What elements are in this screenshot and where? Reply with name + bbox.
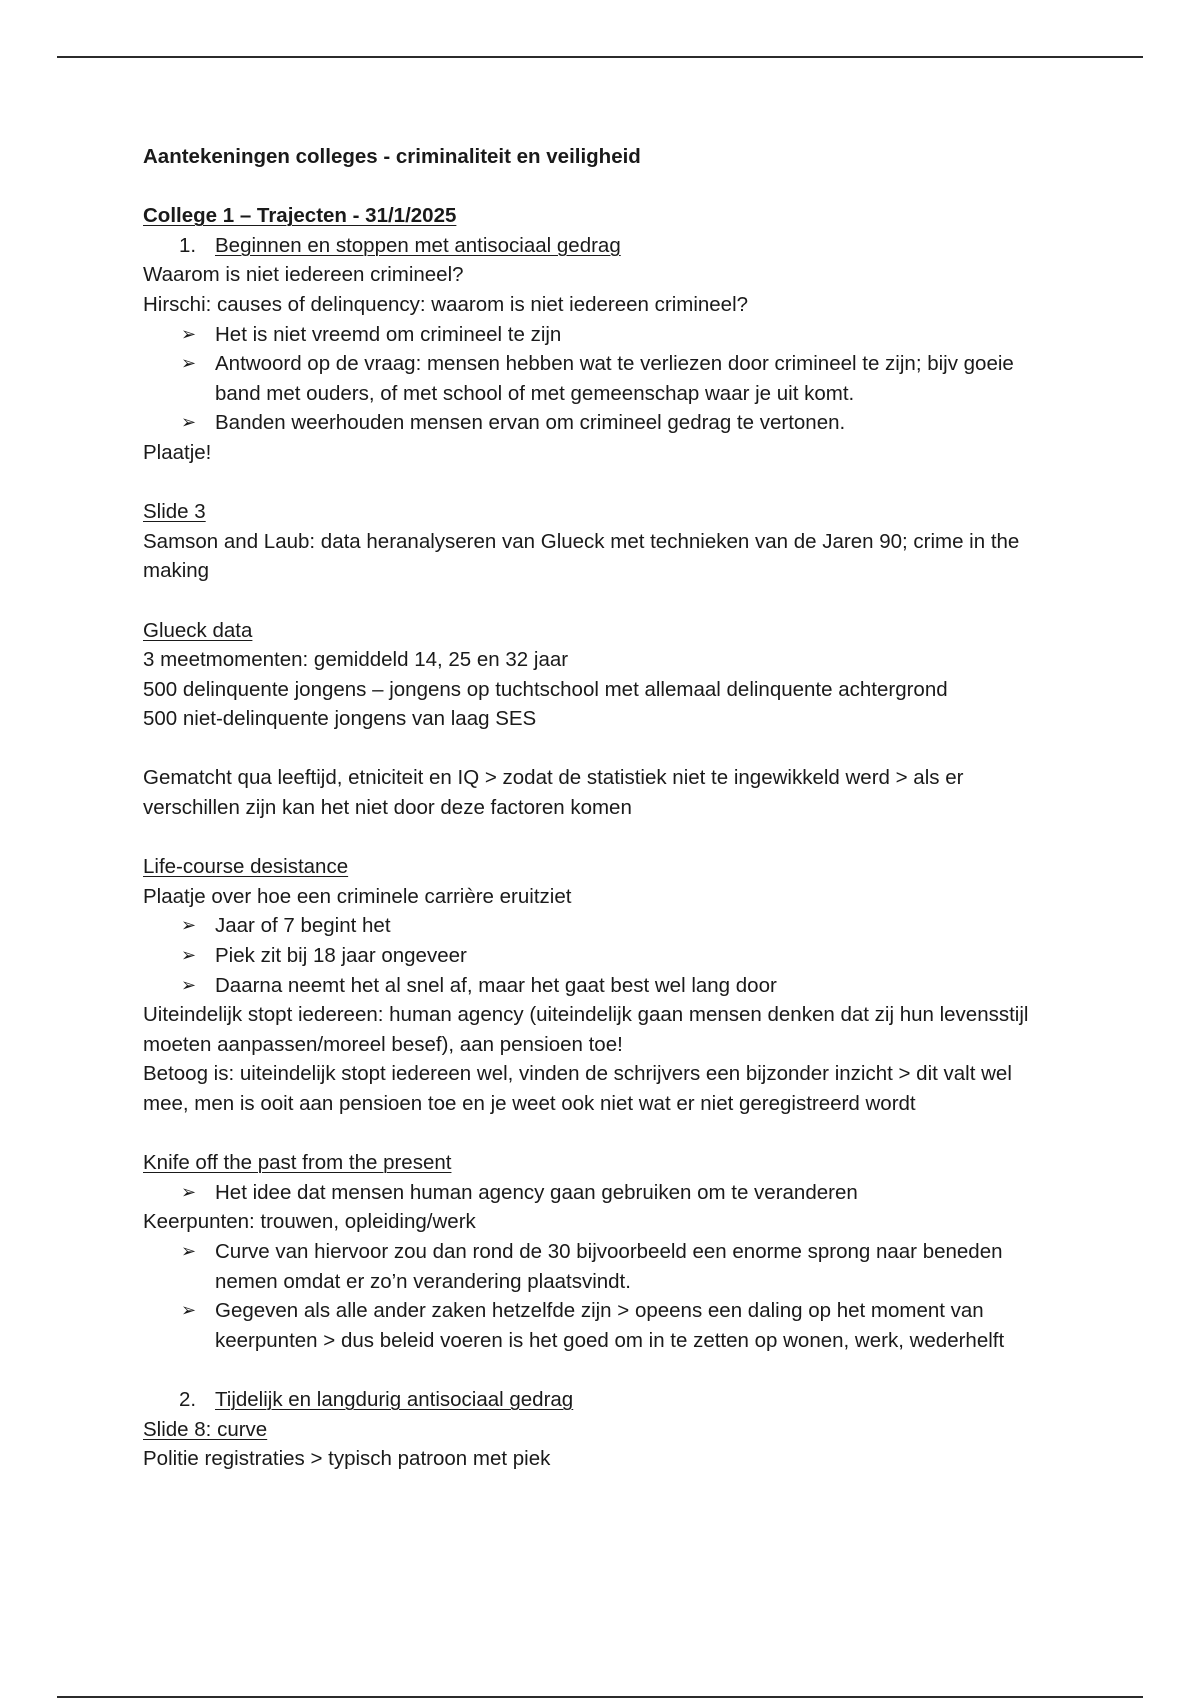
list-number: 2. xyxy=(179,1387,197,1411)
arrow-bullet-icon: ➢ xyxy=(181,412,197,433)
section-heading: Tijdelijk en langdurig antisociaal gedrag xyxy=(215,1387,574,1411)
bullet-item: ➢ Gegeven als alle ander zaken hetzelfde zijn > opeens een daling op het moment van keerpunten > dus beleid voeren is het goed om in te zetten op wonen, werk, wederhelft xyxy=(143,1296,1063,1355)
bullet-item: ➢ Piek zit bij 18 jaar ongeveer xyxy=(143,941,1063,971)
text-line: Hirschi: causes of delinquency: waarom is niet iedereen crimineel? xyxy=(143,292,749,316)
subheading-slide-3: Slide 3 xyxy=(143,500,206,524)
text-line: Politie registraties > typisch patroon met piek xyxy=(143,1447,551,1471)
document-body xyxy=(143,142,1063,1474)
numbered-heading-1 xyxy=(143,231,1063,261)
text-line: Plaatje over hoe een criminele carrière eruitziet xyxy=(143,884,572,908)
numbered-heading-2 xyxy=(143,1385,1063,1415)
footer-rule xyxy=(57,1696,1143,1698)
text-line: Keerpunten: trouwen, opleiding/werk xyxy=(143,1210,476,1234)
bullet-item: ➢ Banden weerhouden mensen ervan om crimineel gedrag te vertonen. xyxy=(143,408,1063,438)
subheading-slide-8: Slide 8: curve xyxy=(143,1417,268,1441)
text-line: 3 meetmomenten: gemiddeld 14, 25 en 32 jaar xyxy=(143,648,569,672)
list-number: 1. xyxy=(179,233,197,257)
bullet-item: ➢ Antwoord op de vraag: mensen hebben wat te verliezen door crimineel te zijn; bijv goeie band met ouders, of met school of met gemeenschap waar je uit komt. xyxy=(143,349,1063,408)
arrow-bullet-icon: ➢ xyxy=(181,323,197,344)
bullet-item: ➢ Het idee dat mensen human agency gaan gebruiken om te veranderen xyxy=(143,1178,1063,1208)
document-title: Aantekeningen colleges - criminaliteit en veiligheid xyxy=(143,145,641,168)
paragraph: Uiteindelijk stopt iedereen: human agency (uiteindelijk gaan mensen denken dat zij hun levensstijl moeten aanpassen/moreel besef), aan pensioen toe! xyxy=(143,1003,1029,1056)
paragraph: Gematcht qua leeftijd, etniciteit en IQ > zodat de statistiek niet te ingewikkeld werd > als er verschillen zijn kan het niet door deze factoren komen xyxy=(143,766,964,820)
header-rule xyxy=(57,56,1143,58)
paragraph: Betoog is: uiteindelijk stopt iedereen wel, vinden de schrijvers een bijzonder inzicht > dit valt wel mee, men is ooit aan pensioen toe en je weet ook niet wat er niet geregistreerd wordt xyxy=(143,1062,1012,1115)
text-line: 500 niet-delinquente jongens van laag SES xyxy=(143,707,537,731)
text-line: Waarom is niet iedereen crimineel? xyxy=(143,263,464,287)
arrow-bullet-icon: ➢ xyxy=(181,1181,197,1202)
paragraph: Samson and Laub: data heranalyseren van Glueck met technieken van de Jaren 90; crime in the making xyxy=(143,529,1020,583)
bullet-item: ➢ Jaar of 7 begint het xyxy=(143,911,1063,941)
subheading-knife-off: Knife off the past from the present xyxy=(143,1151,452,1175)
text-line: Plaatje! xyxy=(143,440,212,464)
arrow-bullet-icon: ➢ xyxy=(181,945,197,966)
subheading-life-course: Life-course desistance xyxy=(143,855,349,879)
subheading-glueck: Glueck data xyxy=(143,618,253,642)
text-line: 500 delinquente jongens – jongens op tuchtschool met allemaal delinquente achtergrond xyxy=(143,677,948,701)
arrow-bullet-icon: ➢ xyxy=(181,1300,197,1321)
bullet-item: ➢ Curve van hiervoor zou dan rond de 30 bijvoorbeeld een enorme sprong naar beneden nemen omdat er zo’n verandering plaatsvindt. xyxy=(143,1237,1063,1296)
bullet-item: ➢ Daarna neemt het al snel af, maar het gaat best wel lang door xyxy=(143,971,1063,1001)
arrow-bullet-icon: ➢ xyxy=(181,353,197,374)
arrow-bullet-icon: ➢ xyxy=(181,974,197,995)
bullet-item: ➢ Het is niet vreemd om crimineel te zijn xyxy=(143,320,1063,350)
section-heading: Beginnen en stoppen met antisociaal gedrag xyxy=(215,233,621,257)
college-heading: College 1 – Trajecten - 31/1/2025 xyxy=(143,204,457,228)
arrow-bullet-icon: ➢ xyxy=(181,1240,197,1261)
arrow-bullet-icon: ➢ xyxy=(181,915,197,936)
